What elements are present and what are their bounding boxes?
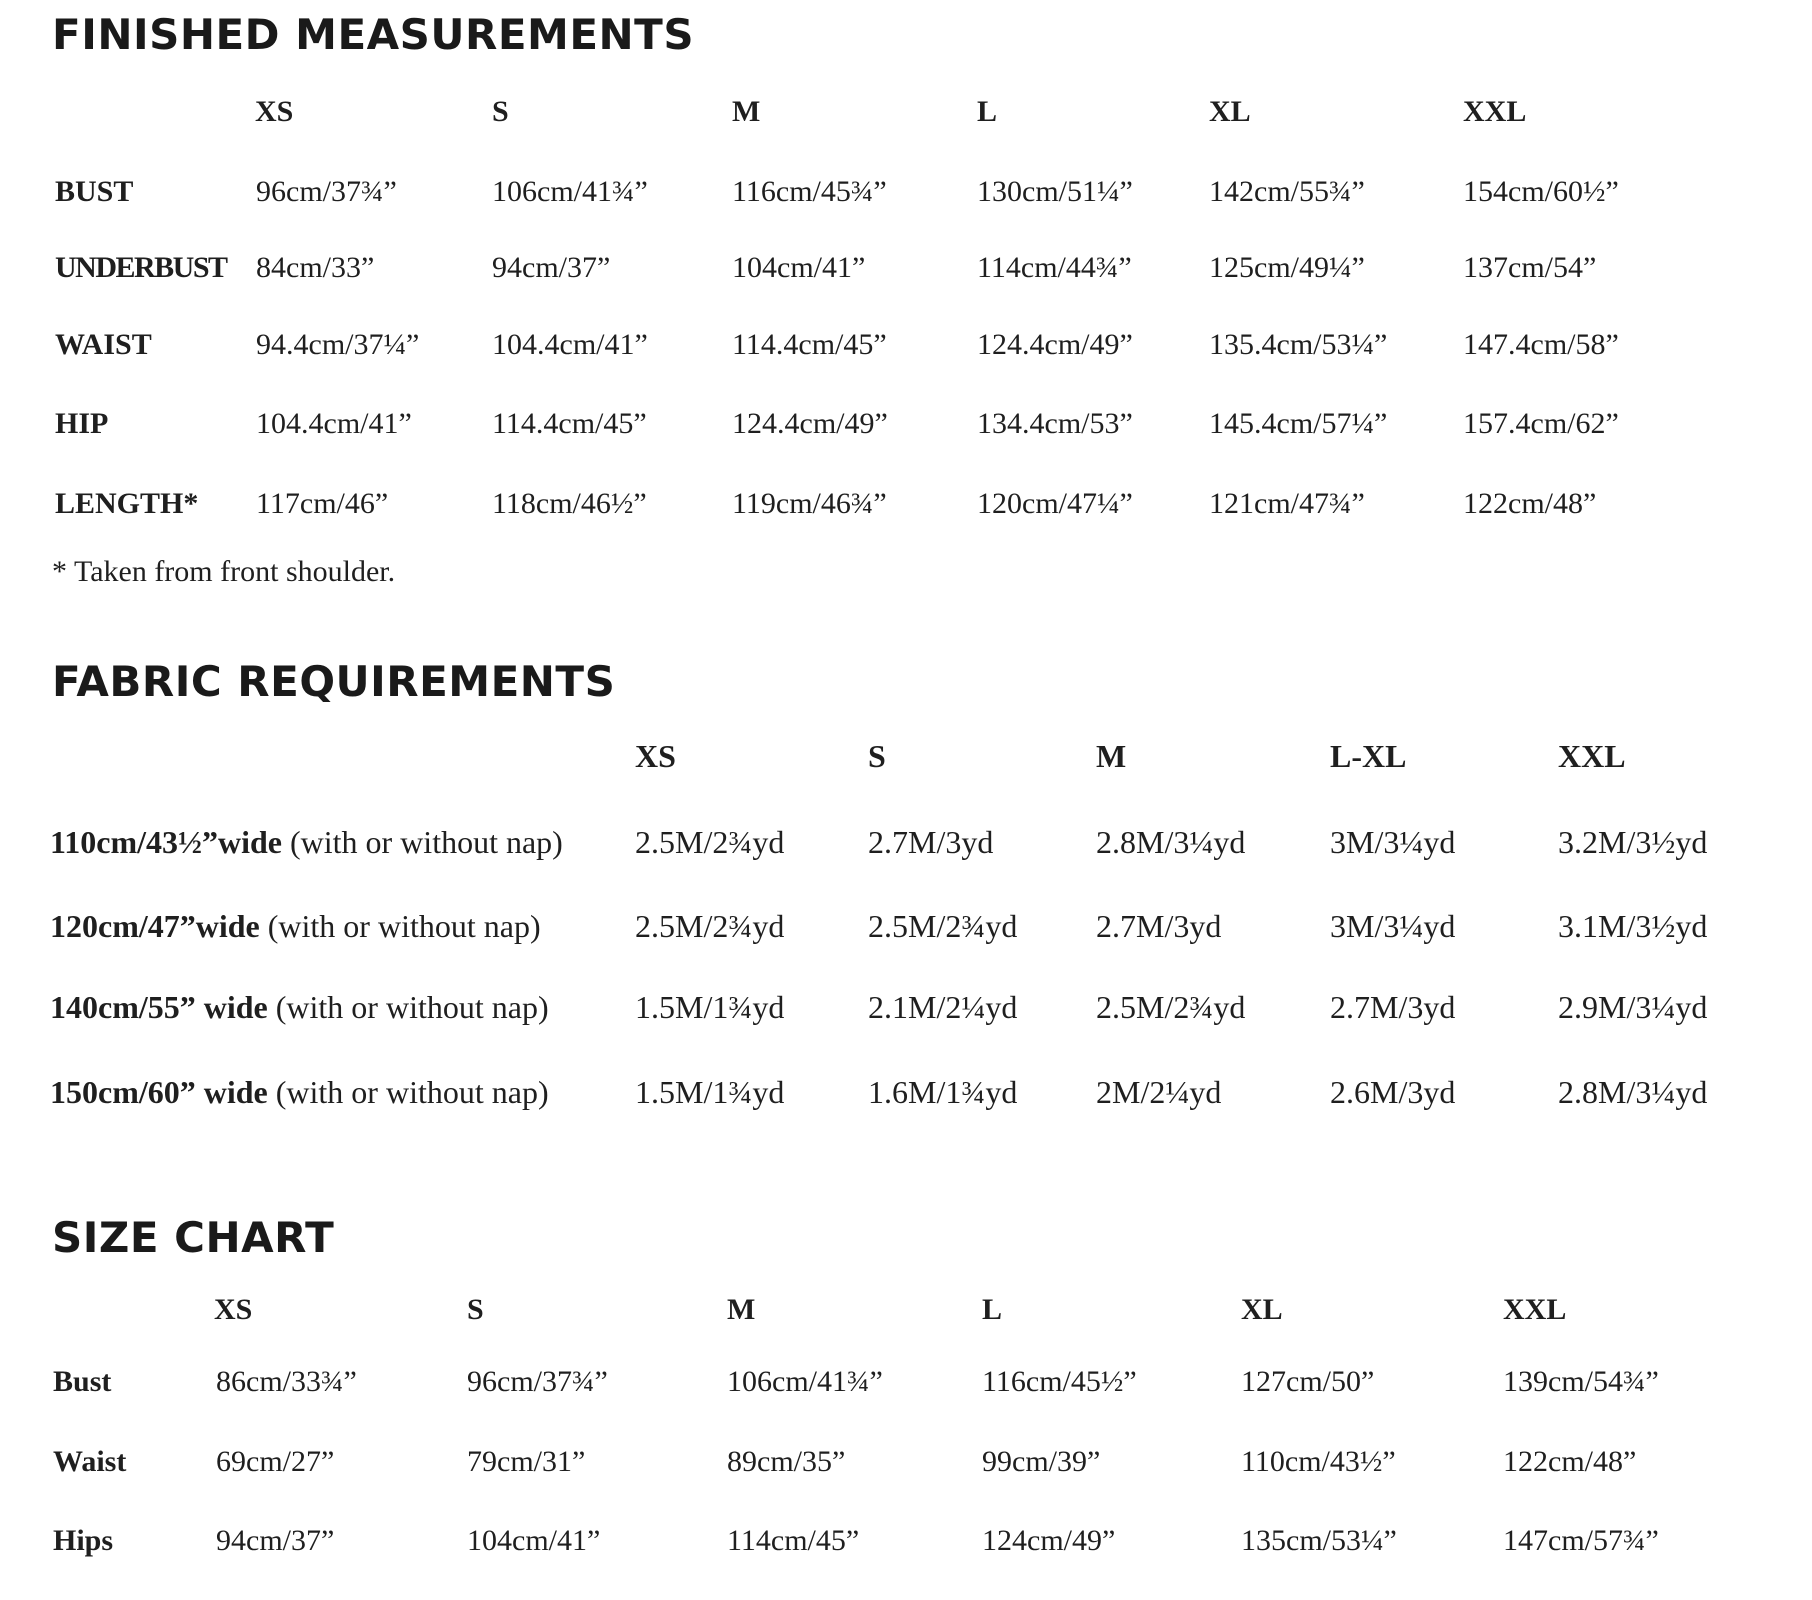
finished-cell: 94cm/37”: [492, 251, 611, 284]
size-chart-cell: 122cm/48”: [1503, 1445, 1637, 1478]
fabric-size-header-xxl: XXL: [1558, 738, 1626, 774]
finished-cell: 142cm/55¾”: [1209, 175, 1365, 208]
finished-cell: 147.4cm/58”: [1463, 328, 1619, 361]
size-chart-header-s: S: [467, 1293, 484, 1326]
fabric-size-header-l-xl: L-XL: [1330, 738, 1407, 774]
size-chart-cell: 124cm/49”: [982, 1524, 1116, 1557]
fabric-width: 110cm/43½”wide: [50, 824, 282, 860]
size-chart-row-label: Hips: [53, 1524, 114, 1557]
fabric-cell: 2.5M/2¾yd: [635, 824, 785, 860]
finished-cell: 134.4cm/53”: [977, 407, 1133, 440]
finished-cell: 120cm/47¼”: [977, 487, 1133, 520]
fabric-cell: 2.5M/2¾yd: [635, 908, 785, 944]
fabric-cell: 2.8M/3¼yd: [1558, 1074, 1708, 1110]
size-chart-cell: 135cm/53¼”: [1241, 1524, 1397, 1557]
finished-cell: 124.4cm/49”: [977, 328, 1133, 361]
fabric-cell: 3M/3¼yd: [1330, 908, 1456, 944]
size-chart-header-xs: XS: [214, 1293, 253, 1326]
size-chart-cell: 116cm/45½”: [982, 1365, 1137, 1398]
fabric-nap-note: (with or without nap): [281, 824, 563, 860]
size-chart-cell: 99cm/39”: [982, 1445, 1101, 1478]
size-chart-cell: 104cm/41”: [467, 1524, 601, 1557]
fabric-cell: 2M/2¼yd: [1096, 1074, 1222, 1110]
finished-cell: 106cm/41¾”: [492, 175, 648, 208]
finished-cell: 122cm/48”: [1463, 487, 1597, 520]
finished-row-label: BUST: [55, 175, 134, 208]
fabric-cell: 2.7M/3yd: [1330, 989, 1456, 1025]
finished-cell: 135.4cm/53¼”: [1209, 328, 1388, 361]
finished-cell: 116cm/45¾”: [732, 175, 887, 208]
fabric-nap-note: (with or without nap): [259, 908, 541, 944]
fabric-cell: 2.1M/2¼yd: [868, 989, 1018, 1025]
size-chart-row-label: Waist: [53, 1445, 127, 1478]
finished-cell: 114cm/44¾”: [977, 251, 1132, 284]
finished-cell: 117cm/46”: [256, 487, 389, 520]
finished-size-header-m: M: [732, 95, 761, 128]
size-chart-cell: 89cm/35”: [727, 1445, 846, 1478]
finished-cell: 114.4cm/45”: [732, 328, 887, 361]
finished-cell: 118cm/46½”: [492, 487, 647, 520]
fabric-width: 150cm/60” wide: [50, 1074, 268, 1110]
size-chart-cell: 96cm/37¾”: [467, 1365, 608, 1398]
finished-cell: 125cm/49¼”: [1209, 251, 1365, 284]
fabric-row-label: [50, 822, 563, 862]
fabric-cell: 3M/3¼yd: [1330, 824, 1456, 860]
fabric-cell: 2.7M/3yd: [1096, 908, 1222, 944]
fabric-requirements-title: FABRIC REQUIREMENTS: [52, 657, 616, 706]
fabric-cell: 2.6M/3yd: [1330, 1074, 1456, 1110]
finished-measurements-title: FINISHED MEASUREMENTS: [52, 10, 695, 59]
fabric-row-label: [50, 987, 549, 1027]
finished-cell: 84cm/33”: [256, 251, 375, 284]
size-chart-cell: 110cm/43½”: [1241, 1445, 1396, 1478]
finished-cell: 121cm/47¾”: [1209, 487, 1365, 520]
size-chart-header-xxl: XXL: [1503, 1293, 1567, 1326]
finished-size-header-s: S: [492, 95, 509, 128]
size-chart-cell: 94cm/37”: [216, 1524, 335, 1557]
fabric-nap-note: (with or without nap): [267, 1074, 549, 1110]
finished-cell: 130cm/51¼”: [977, 175, 1133, 208]
fabric-cell: 1.5M/1¾yd: [635, 989, 785, 1025]
size-chart-cell: 147cm/57¾”: [1503, 1524, 1659, 1557]
finished-cell: 157.4cm/62”: [1463, 407, 1619, 440]
fabric-cell: 2.7M/3yd: [868, 824, 994, 860]
finished-size-header-xxl: XXL: [1463, 95, 1527, 128]
size-chart-title: SIZE CHART: [52, 1213, 335, 1262]
finished-size-header-xl: XL: [1209, 95, 1251, 128]
fabric-size-header-m: M: [1096, 738, 1127, 774]
fabric-cell: 3.1M/3½yd: [1558, 908, 1708, 944]
finished-cell: 124.4cm/49”: [732, 407, 888, 440]
size-chart-cell: 69cm/27”: [216, 1445, 335, 1478]
finished-row-label: LENGTH*: [55, 487, 199, 520]
finished-cell: 145.4cm/57¼”: [1209, 407, 1388, 440]
fabric-cell: 2.8M/3¼yd: [1096, 824, 1246, 860]
finished-footnote: * Taken from front shoulder.: [52, 555, 396, 588]
fabric-width: 140cm/55” wide: [50, 989, 268, 1025]
fabric-size-header-s: S: [868, 738, 886, 774]
size-chart-header-xl: XL: [1241, 1293, 1283, 1326]
finished-cell: 104.4cm/41”: [256, 407, 412, 440]
fabric-nap-note: (with or without nap): [267, 989, 549, 1025]
finished-row-label: WAIST: [55, 328, 152, 361]
size-chart-cell: 127cm/50”: [1241, 1365, 1375, 1398]
finished-row-label: HIP: [55, 407, 109, 440]
fabric-size-header-xs: XS: [635, 738, 676, 774]
fabric-cell: 3.2M/3½yd: [1558, 824, 1708, 860]
size-chart-header-m: M: [727, 1293, 756, 1326]
fabric-cell: 1.6M/1¾yd: [868, 1074, 1018, 1110]
finished-cell: 114.4cm/45”: [492, 407, 647, 440]
size-chart-cell: 86cm/33¾”: [216, 1365, 357, 1398]
finished-cell: 94.4cm/37¼”: [256, 328, 420, 361]
size-chart-cell: 106cm/41¾”: [727, 1365, 883, 1398]
finished-size-header-xs: XS: [255, 95, 294, 128]
fabric-cell: 2.5M/2¾yd: [868, 908, 1018, 944]
size-chart-row-label: Bust: [53, 1365, 112, 1398]
finished-cell: 119cm/46¾”: [732, 487, 887, 520]
size-chart-cell: 79cm/31”: [467, 1445, 586, 1478]
size-chart-header-l: L: [982, 1293, 1003, 1326]
fabric-cell: 2.9M/3¼yd: [1558, 989, 1708, 1025]
finished-cell: 154cm/60½”: [1463, 175, 1619, 208]
fabric-cell: 2.5M/2¾yd: [1096, 989, 1246, 1025]
finished-size-header-l: L: [977, 95, 998, 128]
finished-cell: 96cm/37¾”: [256, 175, 397, 208]
finished-row-label: UNDERBUST: [55, 251, 227, 284]
fabric-row-label: [50, 906, 541, 946]
size-chart-cell: 139cm/54¾”: [1503, 1365, 1659, 1398]
fabric-row-label: [50, 1072, 549, 1112]
fabric-cell: 1.5M/1¾yd: [635, 1074, 785, 1110]
finished-cell: 104.4cm/41”: [492, 328, 648, 361]
finished-cell: 104cm/41”: [732, 251, 866, 284]
size-chart-cell: 114cm/45”: [727, 1524, 860, 1557]
fabric-width: 120cm/47”wide: [50, 908, 260, 944]
finished-cell: 137cm/54”: [1463, 251, 1597, 284]
